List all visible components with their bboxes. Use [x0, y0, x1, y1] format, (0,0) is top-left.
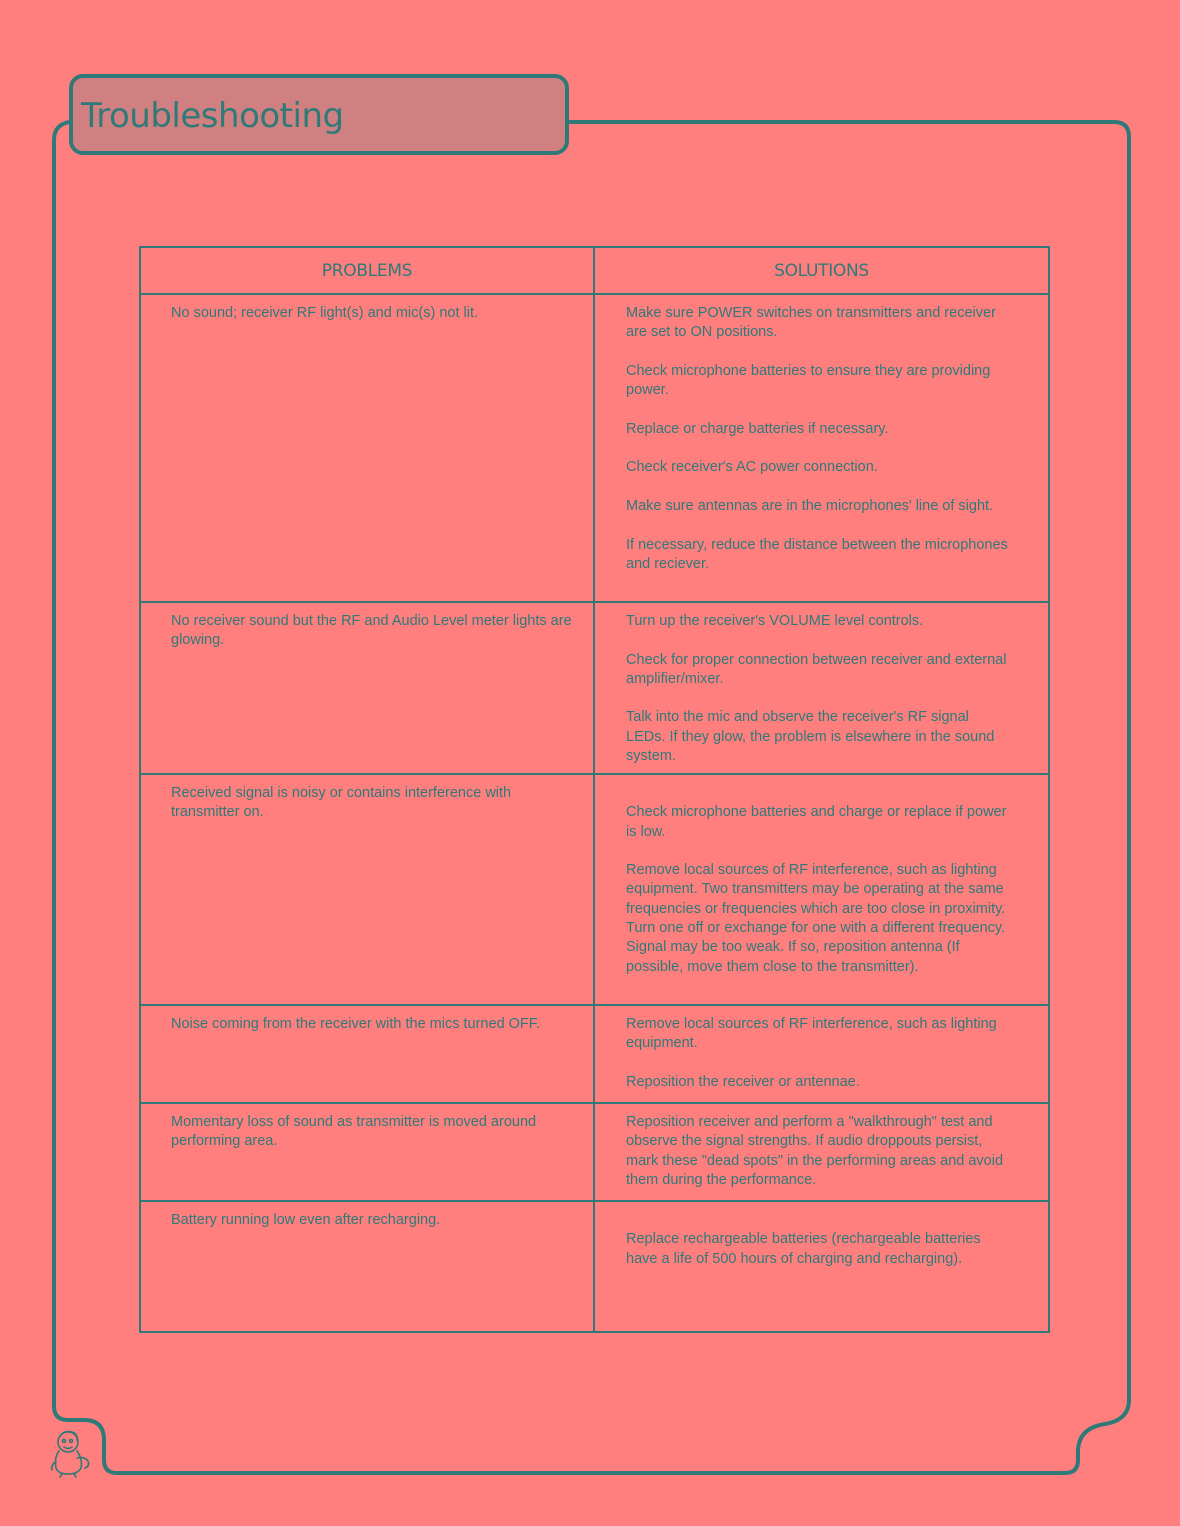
- problem-cell: [140, 774, 594, 1005]
- problem-cell: [140, 602, 594, 774]
- problem-text: Received signal is noisy or contains interference with transmitter on.: [171, 785, 512, 821]
- table-row: [140, 602, 1049, 774]
- solution-text: Check for proper connection between receiver and external amplifier/mixer.: [626, 651, 1007, 687]
- problems-header: PROBLEMS: [140, 247, 594, 294]
- solution-text: Check microphone batteries and charge or replace if power is low.: [626, 804, 1007, 840]
- solution-text: Remove local sources of RF interference, such as lighting equipment.: [626, 1016, 997, 1052]
- solution-cell: [594, 1201, 1049, 1332]
- solution-cell: [594, 1005, 1049, 1103]
- page-title: Troubleshooting: [81, 96, 344, 136]
- spacer: [626, 1211, 1012, 1230]
- table-row: [140, 774, 1049, 1005]
- problem-cell: [140, 1201, 594, 1332]
- table-row: [140, 1005, 1049, 1103]
- solution-text: Remove local sources of RF interference, such as lighting equipment. Two transmitters may be operating at the same frequencies or frequencies which are too close in proximity. Turn one off or exchange for one with a different frequency. Signal may be too weak. If so, reposition antenna (If possible, move them close to the transmitter).: [626, 862, 1006, 975]
- solution-text: Make sure POWER switches on transmitters and receiver are set to ON positions.: [626, 305, 996, 341]
- mascot-logo-icon: [48, 1428, 96, 1478]
- solution-text: If necessary, reduce the distance between the microphones and reciever.: [626, 536, 1008, 572]
- solution-cell: [594, 774, 1049, 1005]
- solution-text: Reposition receiver and perform a "walkthrough" test and observe the signal strengths. If audio droppouts persist, mark these "dead spots" in the performing areas and avoid them during the performance.: [626, 1114, 1004, 1188]
- table-row: [140, 1103, 1049, 1201]
- solution-text: Reposition the receiver or antennae.: [626, 1073, 860, 1090]
- problem-text: Momentary loss of sound as transmitter is moved around performing area.: [171, 1114, 537, 1150]
- table-row: [140, 294, 1049, 602]
- solution-cell: [594, 1103, 1049, 1201]
- title-tab: [69, 74, 569, 155]
- solution-cell: [594, 602, 1049, 774]
- table-header-row: [140, 247, 1049, 294]
- solutions-header: SOLUTIONS: [594, 247, 1049, 294]
- problem-cell: [140, 294, 594, 602]
- solution-text: Make sure antennas are in the microphones' line of sight.: [626, 497, 994, 514]
- problem-text: No receiver sound but the RF and Audio Level meter lights are glowing.: [171, 613, 572, 649]
- problem-text: Battery running low even after recharging.: [171, 1212, 441, 1228]
- solution-text: Replace rechargeable batteries (rechargeable batteries have a life of 500 hours of charging and recharging).: [626, 1231, 981, 1267]
- problem-text: No sound; receiver RF light(s) and mic(s) not lit.: [171, 305, 479, 321]
- solution-text: Check microphone batteries to ensure they are providing power.: [626, 362, 991, 399]
- table-row: [140, 1201, 1049, 1332]
- spacer: [626, 784, 1012, 803]
- solution-text: Replace or charge batteries if necessary.: [626, 420, 889, 437]
- solution-text: Turn up the receiver's VOLUME level controls.: [626, 613, 924, 629]
- problem-text: Noise coming from the receiver with the mics turned OFF.: [171, 1016, 541, 1032]
- solution-text: Check receiver's AC power connection.: [626, 459, 878, 476]
- solution-text: Talk into the mic and observe the receiver's RF signal LEDs. If they glow, the problem is elsewhere in the sound system.: [626, 709, 995, 765]
- problem-cell: [140, 1005, 594, 1103]
- solution-cell: [594, 294, 1049, 602]
- troubleshooting-table: [139, 246, 1050, 1333]
- problem-cell: [140, 1103, 594, 1201]
